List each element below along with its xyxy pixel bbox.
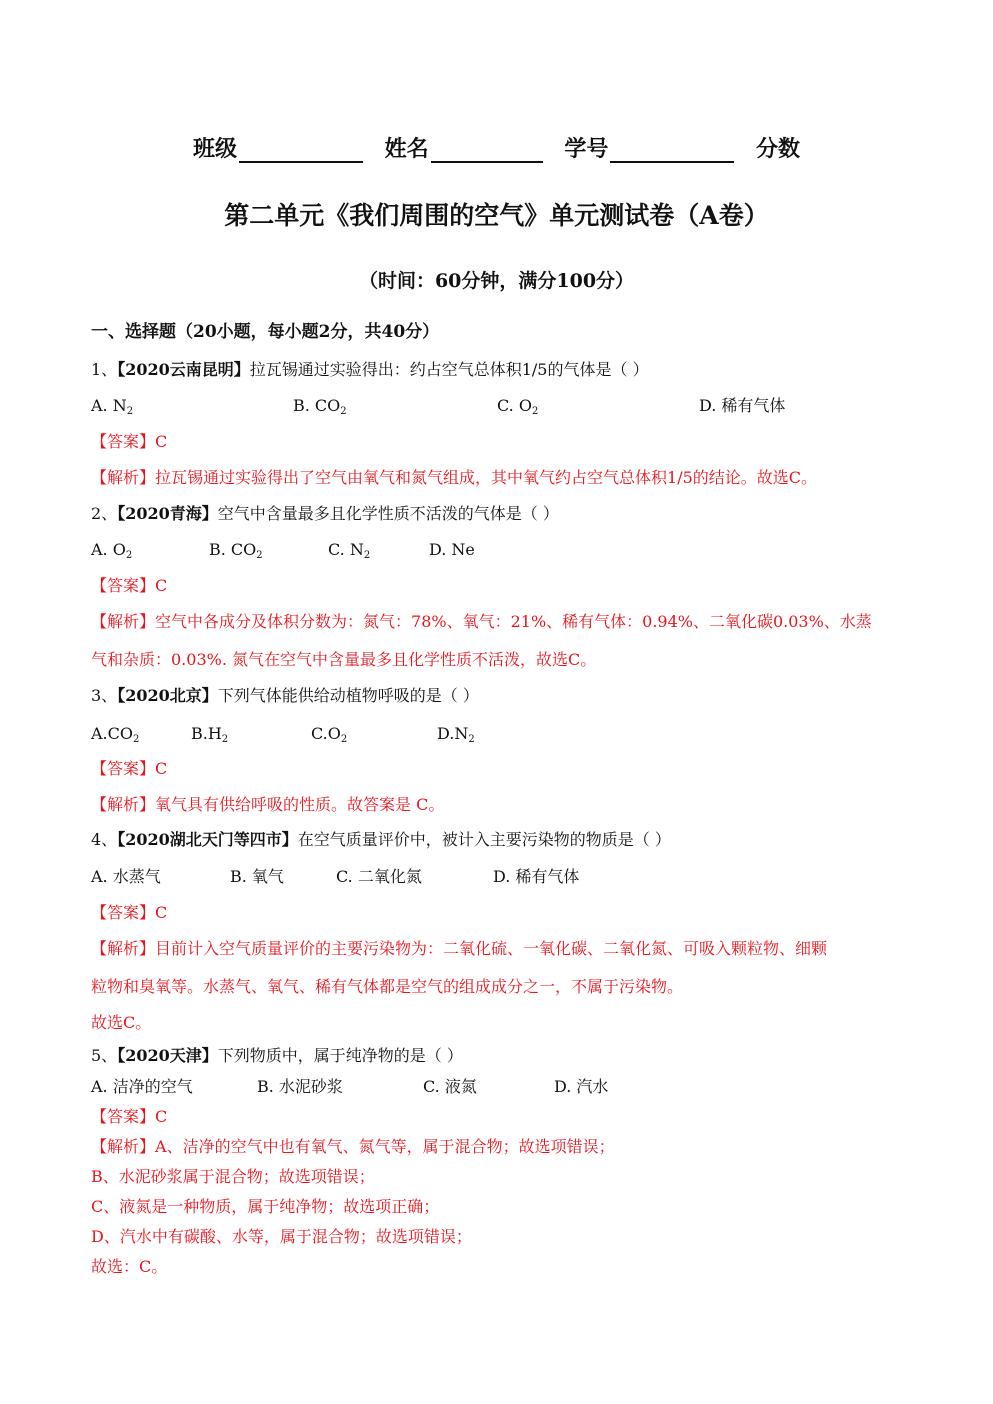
analysis-line bbox=[91, 1137, 615, 1157]
question-stem: 下列物质中，属于纯净物的是（ ） bbox=[217, 1046, 463, 1065]
question-4 bbox=[91, 830, 671, 850]
analysis-label: 【解析】 bbox=[91, 795, 156, 814]
question-3 bbox=[91, 686, 479, 706]
answer-line bbox=[91, 759, 167, 779]
analysis-label: 【解析】 bbox=[91, 1137, 156, 1156]
name-label: 姓名 bbox=[384, 136, 429, 162]
section-heading: 一、选择题（20小题，每小题2分，共40分） bbox=[91, 322, 440, 342]
option-a[interactable]: A. $N_2$ bbox=[91, 396, 134, 417]
analysis-text: 目前计入空气质量评价的主要污染物为：二氧化硫、一氧化碳、二氧化氮、可吸入颗粒物、细颗 bbox=[155, 939, 828, 958]
answer-label: 【答案】 bbox=[91, 759, 156, 778]
question-number: 4、 bbox=[91, 830, 118, 849]
question-stem: 拉瓦锡通过实验得出：约占空气总体积1/5的气体是（ ） bbox=[249, 360, 649, 379]
question-1 bbox=[91, 360, 649, 380]
number-label: 学号 bbox=[564, 136, 609, 162]
option-d[interactable]: D. 稀有气体 bbox=[493, 867, 580, 886]
analysis-label: 【解析】 bbox=[91, 612, 156, 631]
question-number: 5、 bbox=[91, 1046, 118, 1065]
analysis-line bbox=[91, 612, 872, 632]
number-blank[interactable] bbox=[610, 139, 734, 163]
answer-label: 【答案】 bbox=[91, 1107, 156, 1126]
name-blank[interactable] bbox=[431, 139, 543, 163]
analysis-text: 拉瓦锡通过实验得出了空气由氧气和氮气组成，其中氧气约占空气总体积1/5的结论。故选C。 bbox=[155, 468, 818, 487]
analysis-label: 【解析】 bbox=[91, 468, 156, 487]
question-source: 【2020湖北天门等四市】 bbox=[117, 830, 298, 849]
option-c[interactable]: C. $N_2$ bbox=[328, 540, 371, 561]
option-d[interactable]: D. 汽水 bbox=[554, 1077, 609, 1096]
answer-value: C bbox=[155, 432, 168, 451]
analysis-line-cont: 粒物和臭氧等。水蒸气、氧气、稀有气体都是空气的组成成分之一，不属于污染物。 bbox=[91, 977, 684, 996]
option-c[interactable]: C. $O_2$ bbox=[497, 396, 539, 417]
question-stem: 下列气体能供给动植物呼吸的是（ ） bbox=[217, 686, 479, 705]
analysis-text: 氧气具有供给呼吸的性质。故答案是 C。 bbox=[155, 795, 445, 814]
analysis-text: A、洁净的空气中也有氧气、氮气等，属于混合物；故选项错误； bbox=[155, 1137, 615, 1156]
question-number: 2、 bbox=[91, 504, 118, 523]
option-a[interactable]: A. $O_2$ bbox=[91, 540, 133, 561]
question-stem: 在空气质量评价中，被计入主要污染物的物质是（ ） bbox=[297, 830, 671, 849]
question-5 bbox=[91, 1046, 463, 1066]
option-b[interactable]: B. $CO_2$ bbox=[293, 396, 347, 417]
answer-line bbox=[91, 432, 167, 452]
exam-title: 第二单元《我们周围的空气》单元测试卷（A卷） bbox=[224, 201, 769, 230]
analysis-line-cont: D、汽水中有碳酸、水等，属于混合物；故选项错误； bbox=[91, 1227, 472, 1246]
option-c[interactable]: C. 液氮 bbox=[423, 1077, 477, 1096]
analysis-line bbox=[91, 939, 827, 959]
analysis-text: 空气中各成分及体积分数为：氮气：78%、氧气：21%、稀有气体：0.94%、二氧化碳0.03%、水蒸 bbox=[155, 612, 872, 631]
question-source: 【2020北京】 bbox=[117, 686, 218, 705]
analysis-line bbox=[91, 795, 444, 815]
class-label: 班级 bbox=[192, 136, 237, 162]
answer-value: C bbox=[155, 759, 168, 778]
option-a[interactable]: $A.CO_2$ bbox=[91, 724, 140, 745]
answer-label: 【答案】 bbox=[91, 432, 156, 451]
option-c[interactable]: C. 二氧化氮 bbox=[336, 867, 422, 886]
answer-line bbox=[91, 576, 167, 596]
question-2 bbox=[91, 504, 559, 524]
answer-value: C bbox=[155, 903, 168, 922]
option-d[interactable]: D. Ne bbox=[429, 540, 475, 559]
option-b[interactable]: B. 水泥砂浆 bbox=[257, 1077, 343, 1096]
score-label: 分数 bbox=[756, 136, 801, 162]
analysis-line-cont: 故选：C。 bbox=[91, 1257, 168, 1276]
question-source: 【2020天津】 bbox=[117, 1046, 218, 1065]
question-stem: 空气中含量最多且化学性质不活泼的气体是（ ） bbox=[217, 504, 559, 523]
student-info-line bbox=[0, 132, 993, 163]
answer-label: 【答案】 bbox=[91, 903, 156, 922]
answer-label: 【答案】 bbox=[91, 576, 156, 595]
analysis-line-cont: C、液氮是一种物质，属于纯净物；故选项正确； bbox=[91, 1197, 440, 1216]
answer-line bbox=[91, 1107, 167, 1127]
option-b[interactable]: B. $CO_2$ bbox=[209, 540, 263, 561]
analysis-label: 【解析】 bbox=[91, 939, 156, 958]
analysis-line-cont: 气和杂质：0.03%. 氮气在空气中含量最多且化学性质不活泼，故选C。 bbox=[91, 650, 597, 669]
option-d[interactable]: $D.N_2$ bbox=[437, 724, 475, 745]
analysis-line bbox=[91, 468, 817, 488]
option-b[interactable]: $B.H_2$ bbox=[191, 724, 229, 745]
option-c[interactable]: $C.O_2$ bbox=[311, 724, 348, 745]
answer-value: C bbox=[155, 1107, 168, 1126]
exam-subtitle: （时间：60分钟，满分100分） bbox=[358, 270, 635, 292]
answer-value: C bbox=[155, 576, 168, 595]
option-b[interactable]: B. 氧气 bbox=[230, 867, 284, 886]
question-number: 3、 bbox=[91, 686, 118, 705]
question-source: 【2020青海】 bbox=[117, 504, 218, 523]
answer-line bbox=[91, 903, 167, 923]
class-blank[interactable] bbox=[239, 139, 363, 163]
option-a[interactable]: A. 洁净的空气 bbox=[91, 1077, 193, 1096]
option-d[interactable]: D. 稀有气体 bbox=[699, 396, 786, 415]
question-number: 1、 bbox=[91, 360, 118, 379]
analysis-line-cont: 故选C。 bbox=[91, 1013, 152, 1032]
question-source: 【2020云南昆明】 bbox=[117, 360, 250, 379]
option-a[interactable]: A. 水蒸气 bbox=[91, 867, 161, 886]
analysis-line-cont: B、水泥砂浆属于混合物；故选项错误； bbox=[91, 1167, 375, 1186]
